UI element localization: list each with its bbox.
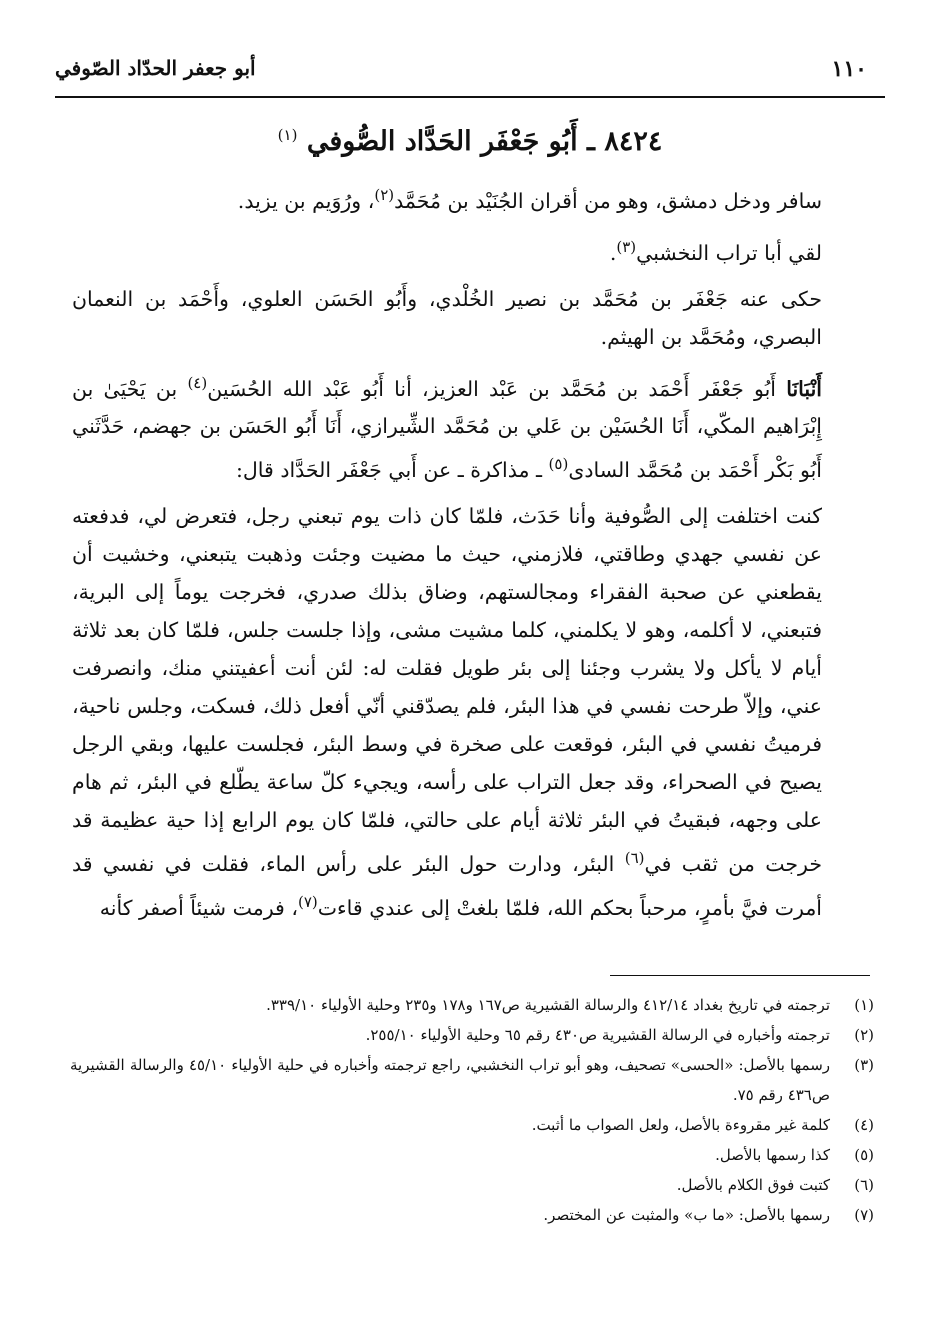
footnote <box>70 1140 874 1170</box>
footnote-number: (٢) <box>854 1026 874 1044</box>
paragraph-text: لقي أبا تراب النخشبي <box>636 240 822 265</box>
footnote-number: (٣) <box>854 1056 874 1074</box>
footnote-number: (٧) <box>854 1206 874 1224</box>
body-text <box>72 176 870 927</box>
footnote <box>70 1110 874 1140</box>
footnote-ref: (٥) <box>548 455 569 474</box>
footnote-divider <box>610 975 870 976</box>
paragraph <box>72 364 870 490</box>
footnote-ref: (٢) <box>374 186 395 204</box>
footnote-text: رسمها بالأصل: «الحسى» تصحيف، وهو أبو تراب النخشبي، راجع ترجمته وأخباره في حلية الأولياء ٤٥/١٠ والرسالة القشيرية ص٤٣٦ رقم ٧٥. <box>70 1056 831 1104</box>
footnote-text: ترجمته وأخباره في الرسالة القشيرية ص٤٣٠ رقم ٦٥ وحلية الأولياء ٢٥٥/١٠. <box>365 1026 830 1044</box>
page-number: ١١٠ <box>831 56 867 82</box>
footnote <box>70 1170 874 1200</box>
paragraph-text: سافر ودخل دمشق، وهو من أقران الجُنَيْد بن مُحَمَّد <box>394 188 822 213</box>
footnote-text: ترجمته في تاريخ بغداد ٤١٢/١٤ والرسالة القشيرية ص١٦٧ و١٧٨ و٢٣٥ وحلية الأولياء ٣٣٩/١٠. <box>266 996 830 1014</box>
running-title: أبو جعفر الحدّاد الصّوفي <box>55 56 256 80</box>
entry-heading-text: ٨٤٢٤ ـ أَبُو جَعْفَر الحَدَّاد الصُّوفي <box>306 126 663 157</box>
paragraph <box>72 176 870 220</box>
footnote-ref: (٤) <box>187 373 208 392</box>
footnote-number: (٤) <box>854 1116 874 1134</box>
footnote <box>70 1020 874 1050</box>
paragraph-text: ـ مذاكرة ـ عن أَبي جَعْفَر الحَدَّاد قال: <box>235 458 549 483</box>
footnote-text: كلمة غير مقروءة بالأصل، ولعل الصواب ما أثبت. <box>531 1116 830 1134</box>
paragraph-text: أَبُو جَعْفَر أَحْمَد بن مُحَمَّد بن عَبْد العزيز، أنا أَبُو عَبْد الله الحُسَين <box>207 376 787 401</box>
footnote-ref: (١) <box>277 126 298 144</box>
footnote <box>70 990 874 1020</box>
paragraph <box>72 228 870 272</box>
footnote-text: كتبت فوق الكلام بالأصل. <box>676 1176 830 1194</box>
footnote <box>70 1050 874 1110</box>
footnote-ref: (٣) <box>616 237 637 256</box>
paragraph-text: البئر، ودارت حول البئر على رأس الماء، فقلت في نفسي قد أمرت فيَّ بأمرٍ، مرحباً بحكم الله، فلمّا بلغتْ إلى عندي قاءت <box>72 852 822 920</box>
footnote-number: (٦) <box>854 1176 874 1194</box>
footnote <box>70 1200 874 1230</box>
footnote-number: (١) <box>854 996 874 1014</box>
paragraph-text: ، ورُوَيم بن يزيد. <box>237 188 375 213</box>
paragraph <box>72 497 870 927</box>
footnote-text: كذا رسمها بالأصل. <box>715 1146 830 1164</box>
entry-heading <box>60 126 880 157</box>
footnote-ref: (٧) <box>297 893 318 912</box>
footnote-text: رسمها بالأصل: «ما ب» والمثبت عن المختصر. <box>543 1206 830 1224</box>
paragraph-text: . <box>609 240 617 265</box>
footnotes <box>70 990 874 1230</box>
running-header <box>55 56 885 98</box>
lead-word: أَنْبَانَا <box>786 376 822 401</box>
paragraph-text: كنت اختلفت إلى الصُّوفية وأنا حَدَث، فلمّا كان ذات يوم تبعني رجل، فتعرض لي، فدفعته عن نفسي جهدي وطاقتي، فلازمني، حيث ما مضيت وجئت وذهبت يتبعني، وخشيت أن يقطعني عن صحبة الفقراء ومجالستهم، وضاق بذلك صدري، فخرجت يوماً إلى البرية، فتبعني، لا أكلمه، وهو لا يكلمني، كلما مشيت مشى، وإذا جلست جلس، فلمّا كان بعد ثلاثة أيام لا يأكل ولا يشرب وجئنا إلى بئر طويل فقلت له: لئن أنت أعفيتني منك، وانصرفت عني، وإلاّ طرحت نفسي في هذا البئر، فلم يصدّقني أنّي أفعل ذلك، فسكت، وجلس ناحية، فرميتُ نفسي في البئر، فوقعت على صخرة في وسط البئر، فجلست عليها، وبقي الرجل يصيح في الصحراء، وقد جعل التراب على رأسه، ويجيء كلّ ساعة يطّلع في البئر، ثم هام على وجهه، فبقيتُ في البئر ثلاثة أيام على حالتي، فلمّا كان يوم الرابع إذا حية عظيمة قد خرجت من ثقب في <box>72 504 822 877</box>
footnote-ref: (٦) <box>624 849 645 868</box>
paragraph-text: بن يَحْيَىٰ بن إِبْرَاهيم المكّي، أَنَا الحُسَيْن بن عَلي بن مُحَمَّد الشِّيرازي، أَنَا أَبُو الحَسَن بن جهضم، حَدَّثَني أَبُو بَكْر أَحْمَد بن مُحَمَّد السادى <box>72 376 822 483</box>
paragraph-text: ، فرمت شيئاً أصفر كأنه <box>99 895 298 920</box>
paragraph: حكى عنه جَعْفَر بن مُحَمَّد بن نصير الخُلْدي، وأَبُو الحَسَن العلوي، وأَحْمَد بن النعمان البصري، ومُحَمَّد بن الهيثم. <box>72 286 822 349</box>
footnote-number: (٥) <box>854 1146 874 1164</box>
